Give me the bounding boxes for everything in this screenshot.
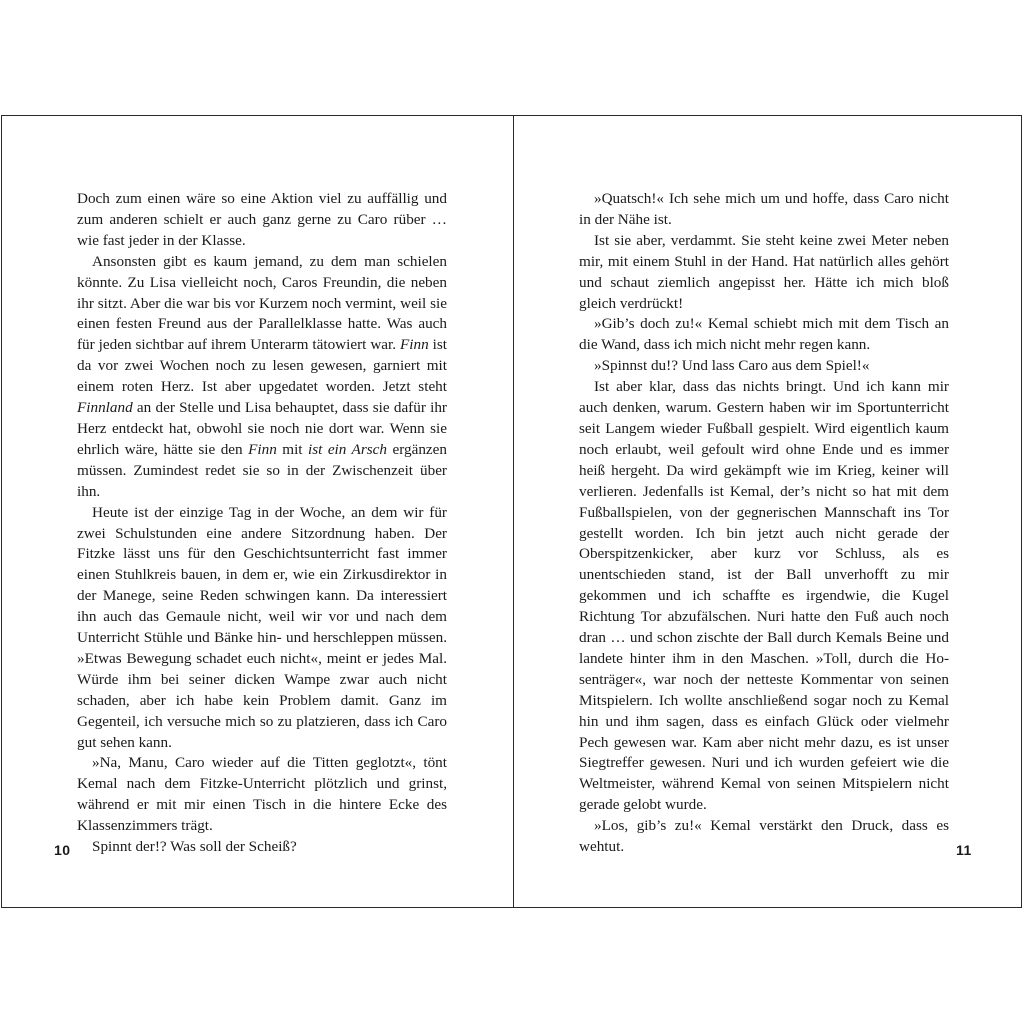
text-run: ist da vor zwei Wochen noch zu lesen gewesen, garniert mit einem roten Herz. Ist aber upgedatet worden. Jetzt steht	[77, 336, 447, 396]
text-run: Heute ist der einzige Tag in der Woche, an dem wir für zwei Schulstunden eine andere Sitzordnung haben. Der Fitzke lässt uns für den Geschichtsunterricht fast immer einen Stuhlkreis bauen, in dem er, wie ein Zirkusdirektor in der Manege, seine Reden schwingen kann. Da interessiert ihn auch das Gemaule nicht, weil wir vor und nach dem Unterricht Stühle und Bänke hin- und herschleppen müssen. »Etwas Bewegung schadet euch nicht«, meint er jedes Mal. Würde ihm bei seiner dicken Wampe zwar auch nicht schaden, aber ich habe kein Problem damit. Ganz im Gegenteil, ich versuche mich so zu platzieren, dass ich Caro gut sehen kann.	[77, 503, 447, 751]
text-run: »Los, gib’s zu!« Kemal verstärkt den Druck, dass es wehtut.	[579, 817, 949, 856]
right-page-body	[579, 189, 949, 858]
text-run: an der Stelle und Lisa behauptet, dass sie dafür ihr Herz entdeckt hat, obwohl sie noch nie dort war. Wenn sie ehrlich wäre, hätte sie den	[77, 399, 447, 458]
page-number-right: 11	[956, 842, 972, 858]
paragraph	[579, 314, 949, 356]
paragraph	[77, 189, 447, 252]
italic-text-run: ist ein Arsch	[308, 440, 387, 458]
text-run: Ist sie aber, verdammt. Sie steht keine zwei Meter neben mir, mit einem Stuhl in der Hand. Hat natürlich alles gehört und schaut ziemlich angepisst her. Hätte ich mich bloß gleich verdrückt!	[579, 231, 949, 312]
paragraph	[579, 377, 949, 816]
text-run: ergänzen müssen. Zumindest redet sie so in der Zwischenzeit über ihn.	[77, 440, 447, 500]
text-run: mit	[276, 440, 308, 458]
text-run: »Gib’s doch zu!« Kemal schiebt mich mit dem Tisch an die Wand, dass ich mich nicht mehr regen kann.	[579, 315, 949, 354]
text-run: Spinnt der!? Was soll der Scheiß?	[92, 838, 297, 856]
paragraph	[77, 252, 447, 503]
page-gutter-divider	[513, 116, 514, 907]
text-run: »Spinnst du!? Und lass Caro aus dem Spiel!«	[594, 357, 870, 375]
book-spread	[1, 115, 1022, 908]
text-run: »Quatsch!« Ich sehe mich um und hoffe, dass Caro nicht in der Nähe ist.	[579, 190, 949, 228]
italic-text-run: Finn	[248, 440, 277, 458]
paragraph	[77, 503, 447, 754]
paragraph	[77, 753, 447, 837]
text-run: Ist aber klar, dass das nichts bringt. Und ich kann mir auch denken, warum. Gestern haben wir im Sportunterricht seit Langem wieder Fußball gespielt. Wird eigentlich kaum noch erlaubt, weil gefoult wird ohne Ende und es immer heiß hergeht. Da wird gekämpft wie im Krieg, keiner will verlieren. Jedenfalls ist Kemal, der’s nicht so hat mit dem Fußballspielen, von der gegnerischen Mannschaft ins Tor gestellt worden. Ich bin jetzt auch nicht gerade der Oberspitzenkicker, aber kurz vor Schluss, als es unentschieden stand, ist der Ball unverhofft zu mir gekommen und ich schaffte es irgendwie, die Kugel Richtung Tor abzufälschen. Nuri hatte den Fuß auch noch dran … und schon zischte der Ball durch Kemals Beine und landete hinter ihm in den Maschen. »Toll, durch die Hosenträger«, war noch der netteste Kommentar von seinen Mitspielern. Ich wollte anschließend sogar noch zu Kemal hin und ihm sagen, dass es einfach Glück oder vielmehr Pech gewesen war. Kam aber nicht mehr dazu, es ist unser Siegtreffer gewesen. Nuri und ich wurden gefeiert wie die Weltmeister, während Kemal von seinen Mitspielern nicht gerade gelobt wurde.	[579, 378, 949, 814]
text-run: Ansonsten gibt es kaum jemand, zu dem man schielen könnte. Zu Lisa vielleicht noch, Caros Freundin, die neben ihr sitzt. Aber die war bis vor Kurzem noch vermint, weil sie einen festen Freund aus der Parallelklasse hatte. Was auch für jeden sichtbar auf ihrem Unterarm tätowiert war.	[77, 252, 447, 354]
paragraph	[77, 837, 447, 858]
text-run: Doch zum einen wäre so eine Aktion viel zu auffällig und zum anderen schielt er auch ganz gerne zu Caro rüber … wie fast jeder in der Klasse.	[77, 190, 447, 249]
italic-text-run: Finn	[400, 336, 429, 354]
paragraph	[579, 356, 949, 377]
left-page-body	[77, 189, 447, 858]
paragraph	[579, 189, 949, 231]
italic-text-run: Finnland	[77, 399, 133, 417]
paragraph	[579, 816, 949, 858]
text-run: »Na, Manu, Caro wieder auf die Titten geglotzt«, tönt Kemal nach dem Fitzke-Unterricht plötzlich und grinst, während er mit mir einen Tisch in die hintere Ecke des Klassenzimmers trägt.	[77, 754, 447, 835]
paragraph	[579, 231, 949, 315]
page-number-left: 10	[54, 842, 71, 858]
